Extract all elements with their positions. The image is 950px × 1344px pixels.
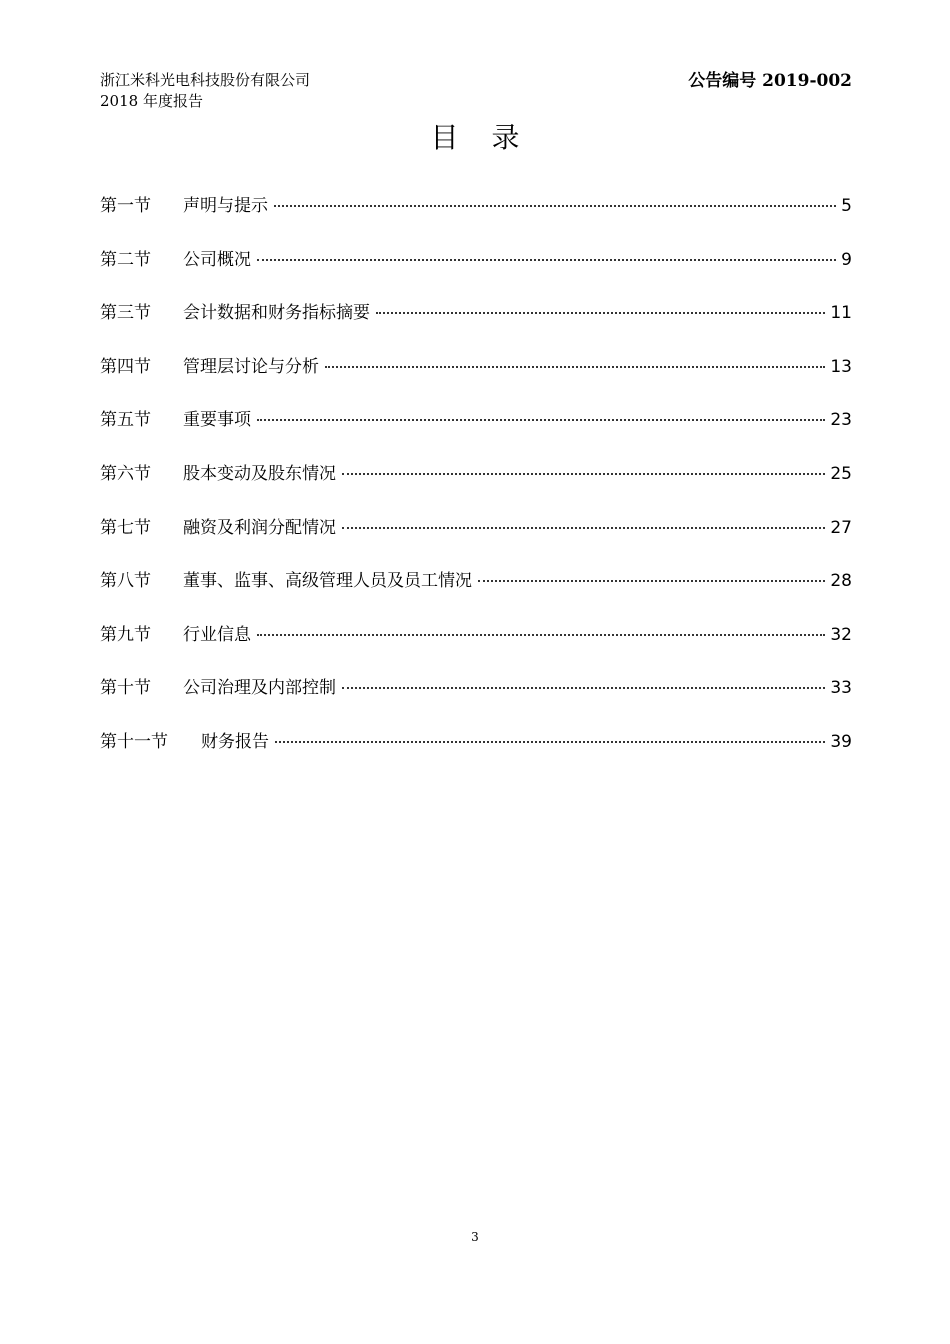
toc-entry-11[interactable] [100,728,852,782]
toc-page-number: 5 [841,196,852,216]
toc-entry-5[interactable] [100,406,852,460]
toc-leader-dots [275,741,825,743]
toc-section-title: 声明与提示 [183,196,268,216]
toc-page-number: 33 [830,678,852,699]
toc-entry-8[interactable] [100,567,852,621]
toc-section: 第三节 [100,303,151,324]
toc-section-title: 公司概况 [183,249,251,270]
toc-section: 第八节 [100,571,151,592]
toc-title: 目 录 [430,121,532,154]
toc-section-title: 财务报告 [201,731,269,752]
toc-entry-7[interactable] [100,514,852,568]
toc-entry-10[interactable] [100,674,852,728]
toc-section: 第二节 [100,249,151,270]
toc-leader-dots [342,473,825,475]
toc-entry-1[interactable] [100,192,852,246]
toc-section-title: 董事、监事、高级管理人员及员工情况 [183,571,472,592]
toc-section-title: 会计数据和财务指标摘要 [183,303,370,324]
toc-leader-dots [342,527,825,529]
toc-section-title: 管理层讨论与分析 [183,356,319,377]
toc-page-number: 39 [830,731,852,752]
toc-section: 第六节 [100,463,151,484]
page-number: 3 [471,1230,479,1244]
toc-page-number: 9 [841,249,852,270]
toc-leader-dots [342,687,825,689]
toc-entry-2[interactable] [100,246,852,300]
toc-entry-3[interactable] [100,299,852,353]
toc-section: 第十节 [100,678,151,699]
toc-page-number: 25 [830,463,852,484]
toc-page-number: 23 [830,410,852,431]
toc-section-title: 公司治理及内部控制 [183,678,336,699]
toc-section-title: 行业信息 [183,624,251,645]
toc-section: 第一节 [100,196,151,216]
toc-leader-dots [274,205,836,207]
toc-page-number: 27 [830,517,852,538]
toc-section-title: 融资及利润分配情况 [183,517,336,538]
toc-entry-4[interactable] [100,353,852,407]
toc-leader-dots [376,312,825,314]
company-name: 浙江米科光电科技股份有限公司 [100,71,311,89]
toc-section: 第十一节 [100,731,168,752]
toc-leader-dots [478,580,825,582]
table-of-contents [100,192,852,782]
announcement-number: 公告编号 2019-002 [688,71,852,91]
toc-page-number: 28 [830,571,852,592]
toc-leader-dots [257,634,825,636]
toc-leader-dots [325,366,825,368]
toc-leader-dots [257,419,825,421]
toc-section: 第七节 [100,517,151,538]
toc-entry-9[interactable] [100,621,852,675]
toc-section: 第四节 [100,356,151,377]
report-year: 2018 年度报告 [100,92,203,110]
toc-page-number: 11 [830,303,852,324]
toc-entry-6[interactable] [100,460,852,514]
toc-leader-dots [257,259,836,261]
toc-section: 第五节 [100,410,151,431]
document-header [100,70,310,112]
toc-section-title: 重要事项 [183,410,251,431]
toc-page-number: 32 [830,624,852,645]
toc-section: 第九节 [100,624,151,645]
toc-page-number: 13 [830,356,852,377]
toc-section-title: 股本变动及股东情况 [183,463,336,484]
